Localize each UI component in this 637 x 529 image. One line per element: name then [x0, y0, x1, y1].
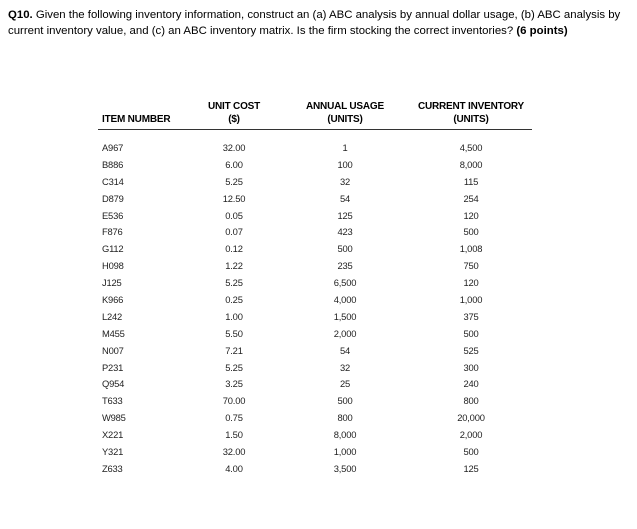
cell-annual-usage: 423: [337, 226, 353, 238]
cell-current-inventory: 125: [463, 462, 479, 474]
cell-current-inventory: 800: [463, 395, 479, 407]
cell-unit-cost: 0.75: [225, 412, 243, 424]
table-row: [98, 207, 532, 224]
table-row: [98, 308, 532, 325]
cell-item-number: A967: [102, 141, 124, 153]
cell-unit-cost: 7.21: [225, 344, 243, 356]
question-text: [8, 7, 632, 39]
cell-annual-usage: 1,500: [333, 310, 357, 322]
cell-current-inventory: 115: [463, 175, 479, 187]
cell-item-number: T633: [102, 395, 123, 407]
cell-unit-cost: 1.00: [225, 310, 243, 322]
question-points: (6 points): [516, 25, 568, 37]
cell-unit-cost: 6.00: [225, 158, 243, 170]
cell-annual-usage: 125: [337, 209, 353, 221]
cell-current-inventory: 300: [463, 361, 479, 373]
table-row: [98, 460, 532, 477]
cell-current-inventory: 20,000: [457, 412, 485, 424]
cell-unit-cost: 0.12: [225, 243, 243, 255]
table-row: [98, 156, 532, 173]
table-row: [98, 291, 532, 308]
cell-annual-usage: 54: [339, 192, 351, 204]
table-row: [98, 426, 532, 443]
cell-annual-usage: 1,000: [333, 445, 357, 457]
cell-item-number: M455: [102, 327, 125, 339]
cell-annual-usage: 800: [337, 412, 353, 424]
cell-current-inventory: 1,008: [459, 243, 483, 255]
header-current-inventory: CURRENT INVENTORY (UNITS): [410, 95, 532, 130]
table-row: [98, 240, 532, 257]
cell-unit-cost: 5.50: [225, 327, 243, 339]
cell-current-inventory: 500: [463, 327, 479, 339]
cell-current-inventory: 2,000: [459, 429, 483, 441]
table-row: [98, 274, 532, 291]
cell-unit-cost: 1.50: [225, 429, 243, 441]
cell-item-number: L242: [102, 310, 123, 322]
cell-unit-cost: 3.25: [225, 378, 243, 390]
cell-current-inventory: 500: [463, 226, 479, 238]
header-unit-cost: UNIT COST ($): [188, 95, 280, 130]
cell-annual-usage: 25: [339, 378, 351, 390]
question-body: Given the following inventory information, construct an (a) ABC analysis by annual dollar usage, (b) ABC analysis by current inventory value, and (c) an ABC inventory matrix. Is the firm stocking the correct inventories?: [8, 9, 621, 37]
cell-item-number: E536: [102, 209, 124, 221]
cell-current-inventory: 375: [463, 310, 479, 322]
cell-current-inventory: 120: [463, 277, 479, 289]
cell-unit-cost: 32.00: [222, 445, 246, 457]
cell-unit-cost: 70.00: [222, 395, 246, 407]
table-row: [98, 325, 532, 342]
cell-item-number: J125: [102, 277, 122, 289]
cell-item-number: G112: [102, 243, 124, 255]
cell-unit-cost: 5.25: [225, 175, 243, 187]
cell-unit-cost: 0.05: [225, 209, 243, 221]
cell-annual-usage: 8,000: [333, 429, 357, 441]
cell-unit-cost: 0.07: [225, 226, 243, 238]
table-row: [98, 409, 532, 426]
cell-item-number: W985: [102, 412, 126, 424]
cell-annual-usage: 1: [342, 141, 348, 153]
table-body: [98, 130, 532, 477]
cell-item-number: Y321: [102, 445, 124, 457]
cell-annual-usage: 500: [337, 395, 353, 407]
table-header-row: [98, 95, 532, 130]
cell-item-number: P231: [102, 361, 124, 373]
inventory-table-container: [98, 95, 540, 477]
table-row: [98, 173, 532, 190]
cell-annual-usage: 3,500: [333, 462, 357, 474]
table-row: [98, 257, 532, 274]
question-number: Q10.: [8, 9, 33, 21]
cell-current-inventory: 525: [463, 344, 479, 356]
inventory-table: [98, 95, 532, 477]
header-annual-usage: ANNUAL USAGE (UNITS): [280, 95, 410, 130]
cell-unit-cost: 5.25: [225, 361, 243, 373]
cell-annual-usage: 235: [337, 260, 353, 272]
cell-annual-usage: 500: [337, 243, 353, 255]
table-row: [98, 443, 532, 460]
cell-current-inventory: 500: [463, 445, 479, 457]
table-row: [98, 342, 532, 359]
cell-annual-usage: 2,000: [333, 327, 357, 339]
table-row: [98, 223, 532, 240]
table-row: [98, 130, 532, 156]
cell-current-inventory: 240: [463, 378, 479, 390]
cell-annual-usage: 4,000: [333, 293, 357, 305]
cell-item-number: C314: [102, 175, 124, 187]
cell-unit-cost: 4.00: [225, 462, 243, 474]
cell-item-number: B886: [102, 158, 124, 170]
cell-annual-usage: 6,500: [333, 277, 357, 289]
cell-item-number: N007: [102, 344, 124, 356]
cell-annual-usage: 32: [339, 175, 351, 187]
cell-item-number: D879: [102, 192, 124, 204]
table-row: [98, 375, 532, 392]
cell-unit-cost: 32.00: [222, 141, 246, 153]
cell-current-inventory: 1,000: [459, 293, 483, 305]
table-row: [98, 190, 532, 207]
cell-item-number: H098: [102, 260, 124, 272]
cell-annual-usage: 100: [337, 158, 353, 170]
cell-current-inventory: 8,000: [459, 158, 483, 170]
cell-current-inventory: 120: [463, 209, 479, 221]
table-row: [98, 392, 532, 409]
cell-unit-cost: 1.22: [225, 260, 243, 272]
cell-unit-cost: 5.25: [225, 277, 243, 289]
cell-item-number: F876: [102, 226, 123, 238]
cell-current-inventory: 254: [463, 192, 479, 204]
cell-item-number: X221: [102, 429, 124, 441]
cell-current-inventory: 750: [463, 260, 479, 272]
table-row: [98, 359, 532, 376]
cell-item-number: Z633: [102, 462, 123, 474]
cell-item-number: K966: [102, 293, 124, 305]
cell-annual-usage: 54: [339, 344, 351, 356]
cell-unit-cost: 12.50: [222, 192, 246, 204]
cell-unit-cost: 0.25: [225, 293, 243, 305]
cell-annual-usage: 32: [339, 361, 351, 373]
cell-item-number: Q954: [102, 378, 125, 390]
header-item-number: ITEM NUMBER: [98, 95, 188, 130]
cell-current-inventory: 4,500: [459, 141, 483, 153]
